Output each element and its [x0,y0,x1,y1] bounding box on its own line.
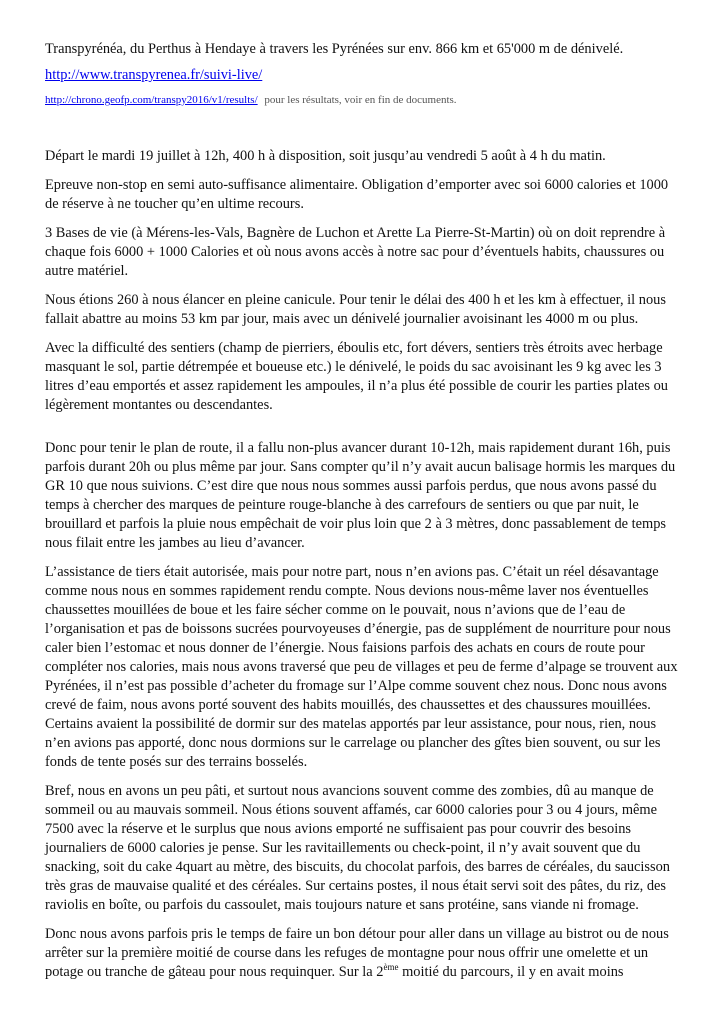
superscript-eme: ème [383,962,399,973]
suivi-live-link[interactable]: http://www.transpyrenea.fr/suivi-live/ [45,67,263,83]
detour-text-end: moitié du parcours, il y en avait moins [398,964,624,980]
results-link-row [45,93,685,107]
detour-text-start: Donc nous avons parfois pris le temps de faire un bon détour pour aller dans un village au bistrot ou de nous arrêter sur la première moitié de course dans les refuges de montagne pour nous offrir une omelette et un potage ou tranche de gâteau pour nous requinquer. Sur la 2 [45,926,669,980]
paragraph-detour [45,925,685,982]
paragraph-epreuve: Epreuve non-stop en semi auto-suffisance alimentaire. Obligation d’emporter avec soi 6000 calories et 1000 de réserve à ne toucher qu’en ultime recours. [45,177,669,212]
intro-text: Transpyrénéa, du Perthus à Hendaye à travers les Pyrénées sur env. 866 km et 65'000 m de dénivelé. [45,41,624,57]
paragraph-bref: Bref, nous en avons un peu pâti, et surtout nous avancions souvent comme des zombies, dû au manque de sommeil ou au mauvais sommeil. Nous étions souvent affamés, car 6000 calories pour 3 ou 4 jours, même 7500 avec la réserve et le surplus que nous avions emporté ne suffisaient pas pour couvrir des besoins journaliers de 6000 calories je pense. Sur les ravitaillements ou check-point, il n’y avait souvent que du snacking, soit du cake 4quart au mètre, des biscuits, du chocolat parfois, des barres de céréales, du saucisson très gras de mauvaise qualité et des céréales. Sur certains postes, il nous était servi soit des pâtes, du riz, des raviolis en boîte, ou parfois du cassoulet, mais toujours nature et sans protéine, sans viande ni fromage. [45,783,670,913]
document-page [45,40,685,992]
paragraph-plan-de-route: Donc pour tenir le plan de route, il a fallu non-plus avancer durant 10-12h, mais rapidement durant 16h, puis parfois durant 20h ou plus même par jour. Sans compter qu’il n’y avait aucun balisage hormis les marques du GR 10 que nous suivions. C’est dire que nous nous sommes aussi parfois perdus, que nous avons passé du temps à chercher des marques de peinture rouge-blanche à des carrefours de sentiers ou que par nuit, le brouillard et parfois la pluie nous empêchait de voir plus loin que 2 à 3 mètres, donc passablement de temps nous filait entre les jambes au lieu d’avancer. [45,440,676,551]
results-note: pour les résultats, voir en fin de documents. [264,94,457,106]
results-link[interactable]: http://chrono.geofp.com/transpy2016/v1/results/ [45,94,258,106]
paragraph-depart-canicule: Nous étions 260 à nous élancer en pleine canicule. Pour tenir le délai des 400 h et les km à effectuer, il nous fallait abattre au moins 53 km par jour, mais avec un dénivelé journalier avoisinant les 4000 m ou plus. [45,292,666,327]
paragraph-depart: Départ le mardi 19 juillet à 12h, 400 h à disposition, soit jusqu’au vendredi 5 août à 4 h du matin. [45,148,606,164]
paragraph-bases-de-vie: 3 Bases de vie (à Mérens-les-Vals, Bagnère de Luchon et Arette La Pierre-St-Martin) où on doit reprendre à chaque fois 6000 + 1000 Calories et où nous avons accès à notre sac pour d’éventuels habits, chaussures ou autre matériel. [45,225,666,279]
paragraph-assistance: L’assistance de tiers était autorisée, mais pour notre part, nous n’en avions pas. C’était un réel désavantage comme nous nous en sommes rapidement rendu compte. Nous devions nous-même laver nos éventuelles chaussettes mouillées de boue et les faire sécher comme on le pouvait, nous n’avions que de l’eau de l’organisation et pas de boissons sucrées pourvoyeuses d’énergie, pas de supplément de nourriture pour nous caler bien l’estomac et nous donner de l’énergie. Nous faisions parfois des achats en cours de route pour compléter nos calories, mais nous avons traversé que peu de villages et peu de ferme d’alpage se trouvent aux Pyrénées, il n’est pas possible d’acheter du fromage sur l’Alpe comme souvent chez nous. Donc nous avons crevé de faim, nous avons porté souvent des habits mouillés, des chaussettes et des chaussures mouillées. Certains avaient la possibilité de dormir sur des matelas apportés par leur assistance, pour nous, rien, nous n’en avions pas apporté, donc nous dormions sur le carrelage ou plancher des gîtes bien souvent, ou sur les fonds de tente posés sur des terrains bosselés. [45,564,678,770]
paragraph-difficulte: Avec la difficulté des sentiers (champ de pierriers, éboulis etc, fort dévers, sentiers très étroits avec herbage masquant le sol, partie détrempée et boueuse etc.) le dénivelé, le poids du sac avoisinant les 9 kg avec les 3 litres d’eau emportés et assez rapidement les ampoules, il n’a plus été possible de courir les parties plates ou légèrement montantes ou descendantes. [45,340,668,413]
